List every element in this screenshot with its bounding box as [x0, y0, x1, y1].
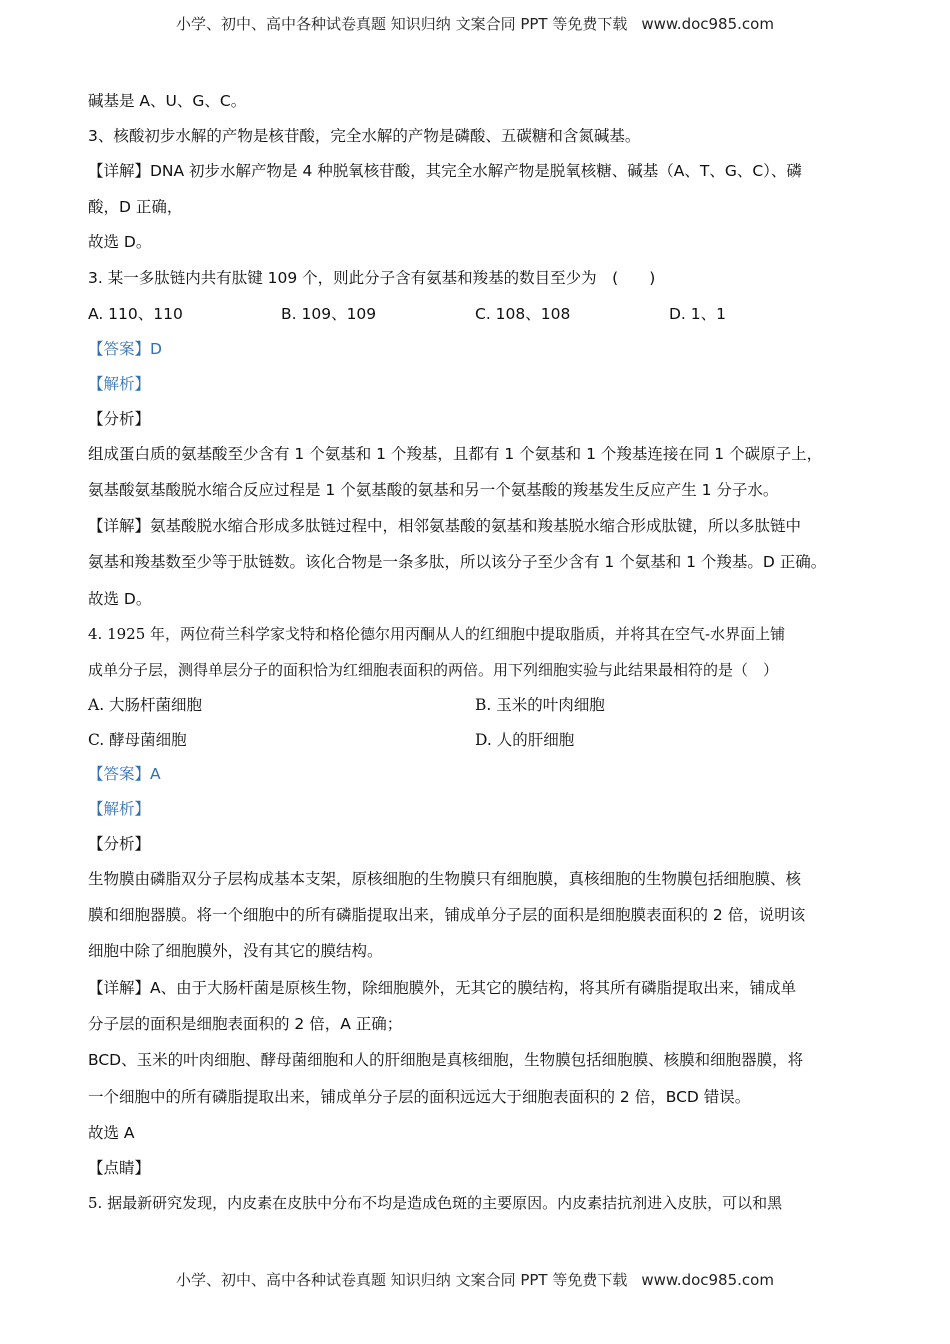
text-line: 【详解】氨基酸脱水缩合形成多肽链过程中，相邻氨基酸的氨基和羧基脱水缩合形成肽键，所以多肽链中	[88, 517, 802, 535]
q3-option-d: D. 1、1	[669, 305, 727, 323]
page-footer	[0, 1269, 950, 1290]
q3-option-b: B. 109、109	[281, 305, 377, 323]
text-line: BCD、玉米的叶肉细胞、酵母菌细胞和人的肝细胞是真核细胞，生物膜包括细胞膜、核膜和细胞器膜，将	[88, 1051, 804, 1069]
footer-url[interactable]: www.doc985.com	[641, 1271, 774, 1289]
q3-fenxi-heading: 【分析】	[88, 410, 151, 428]
question-4-stem-cont: 成单分子层，测得单层分子的面积恰为红细胞表面积的两倍。用下列细胞实验与此结果最相符的是（ ）	[88, 661, 779, 679]
header-text: 小学、初中、高中各种试卷真题 知识归纳 文案合同 PPT 等免费下载	[176, 15, 628, 33]
text-line: 碱基是 A、U、G、C。	[88, 92, 247, 110]
text-line: 氨基酸氨基酸脱水缩合反应过程是 1 个氨基酸的氨基和另一个氨基酸的羧基发生反应产生 1 分子水。	[88, 481, 779, 499]
text-line: 组成蛋白质的氨基酸至少含有 1 个氨基和 1 个羧基，且都有 1 个氨基和 1 个羧基连接在同 1 个碳原子上，	[88, 445, 823, 463]
q4-answer: 【答案】A	[88, 765, 161, 783]
text-line: 氨基和羧基数至少等于肽链数。该化合物是一条多肽，所以该分子至少含有 1 个氨基和 1 个羧基。D 正确。	[88, 553, 827, 571]
text-line: 一个细胞中的所有磷脂提取出来，铺成单分子层的面积远远大于细胞表面积的 2 倍，BCD 错误。	[88, 1088, 751, 1106]
q3-analysis-heading: 【解析】	[88, 375, 151, 393]
q4-option-c: C. 酵母菌细胞	[88, 731, 187, 749]
text-line: 细胞中除了细胞膜外，没有其它的膜结构。	[88, 942, 383, 960]
q4-option-a: A. 大肠杆菌细胞	[88, 696, 203, 714]
question-5-stem: 5. 据最新研究发现，内皮素在皮肤中分布不均是造成色斑的主要原因。内皮素拮抗剂进入皮肤，可以和黑	[88, 1194, 783, 1212]
text-line: 【详解】DNA 初步水解产物是 4 种脱氧核苷酸，其完全水解产物是脱氧核糖、碱基（A、T、G、C）、磷	[88, 162, 802, 180]
q4-fenxi-heading: 【分析】	[88, 835, 151, 853]
text-line: 故选 D。	[88, 590, 152, 608]
q4-analysis-heading: 【解析】	[88, 800, 151, 818]
text-line: 生物膜由磷脂双分子层构成基本支架，原核细胞的生物膜只有细胞膜，真核细胞的生物膜包括细胞膜、核	[88, 870, 802, 888]
text-line: 酸，D 正确，	[88, 198, 183, 216]
header-url[interactable]: www.doc985.com	[641, 15, 774, 33]
page-header	[0, 13, 950, 34]
q4-option-d: D. 人的肝细胞	[475, 731, 575, 749]
text-line: 3、核酸初步水解的产物是核苷酸，完全水解的产物是磷酸、五碳糖和含氮碱基。	[88, 127, 641, 145]
q3-option-c: C. 108、108	[475, 305, 571, 323]
text-line: 故选 D。	[88, 233, 152, 251]
question-3-stem: 3. 某一多肽链内共有肽键 109 个，则此分子含有氨基和羧基的数目至少为 ( )	[88, 269, 656, 287]
text-line: 【详解】A、由于大肠杆菌是原核生物，除细胞膜外，无其它的膜结构，将其所有磷脂提取出来，铺成单	[88, 979, 797, 997]
text-line: 故选 A	[88, 1124, 135, 1142]
q3-option-a: A. 110、110	[88, 305, 183, 323]
footer-text: 小学、初中、高中各种试卷真题 知识归纳 文案合同 PPT 等免费下载	[176, 1271, 628, 1289]
text-line: 分子层的面积是细胞表面积的 2 倍，A 正确；	[88, 1015, 403, 1033]
q4-option-b: B. 玉米的叶肉细胞	[475, 696, 605, 714]
question-4-stem: 4. 1925 年，两位荷兰科学家戈特和格伦德尔用丙酮从人的红细胞中提取脂质，并将其在空气-水界面上铺	[88, 625, 786, 643]
q3-answer: 【答案】D	[88, 340, 162, 358]
text-line: 膜和细胞器膜。将一个细胞中的所有磷脂提取出来，铺成单分子层的面积是细胞膜表面积的 2 倍，说明该	[88, 906, 806, 924]
q4-dianjing-heading: 【点睛】	[88, 1159, 151, 1177]
